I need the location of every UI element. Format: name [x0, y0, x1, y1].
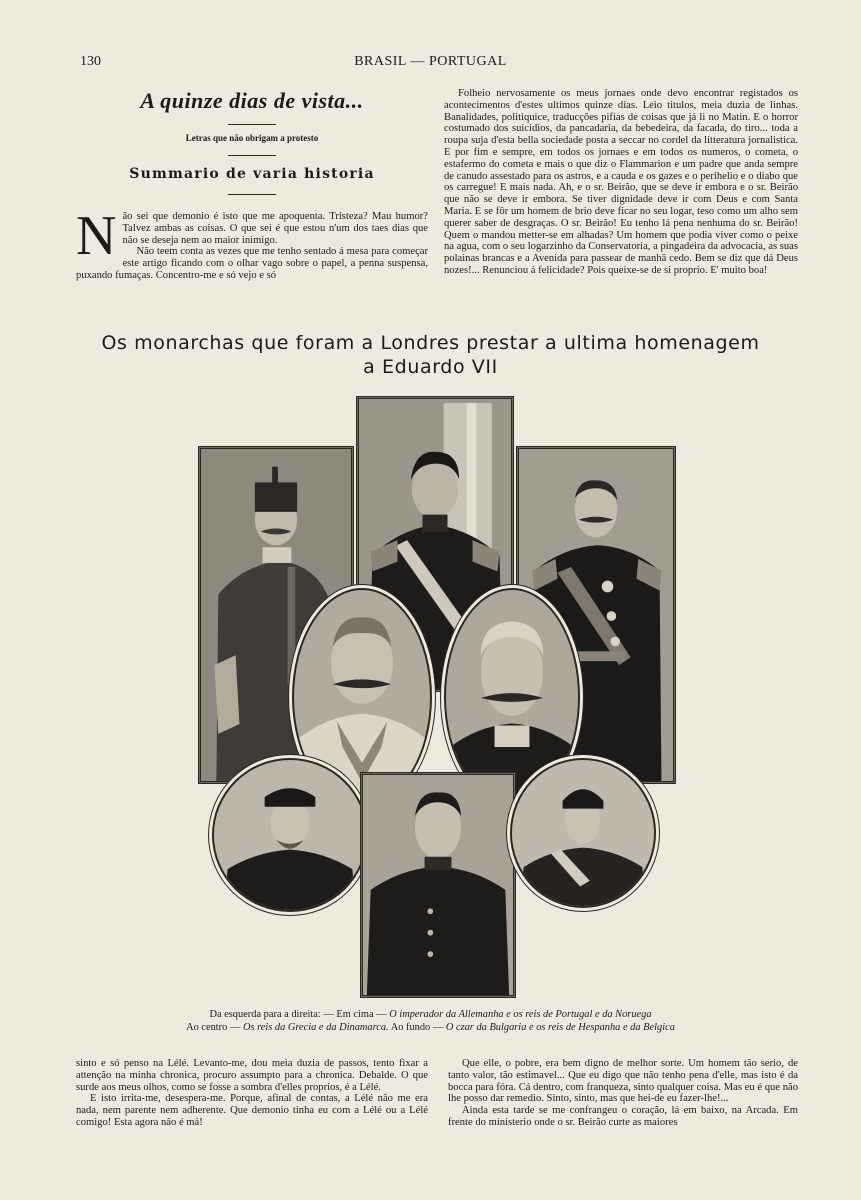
bottom-left-body	[76, 1058, 428, 1129]
headline-line-2: a Eduardo VII	[363, 356, 498, 378]
feature-headline	[0, 331, 861, 379]
bottom-left-column	[76, 1058, 428, 1129]
caption-italic: O imperador da Allemanha e os reis de Portugal e da Noruega	[389, 1009, 652, 1020]
paragraph: E isto irrita-me, desespera-me. Porque, afinal de contas, a Lélé não me era nada, nem parente nem adherente. Que demonio tinha eu com a Lélé ou a Lélé comigo! Esta agora não é má!	[76, 1093, 428, 1128]
photo-tsar-of-bulgaria	[212, 758, 368, 912]
caption-lead: Ao centro —	[186, 1022, 241, 1033]
paragraph: Que elle, o pobre, era bem digno de melhor sorte. Um homem tão serio, de tanto valor, tão estimavel... Que eu digo que não tenho pena d'elle, mas isto é da bocca para fóra. Cá dentro, com franqueza, sinto qualquer coisa. Mas eu é que não lhe posso dar remedio. Sinto, sinto, mas que hei-de eu fazer-lhe!...	[448, 1058, 798, 1105]
caption-italic: Os reis da Grecia e da Dinamarca.	[242, 1022, 389, 1033]
page-number: 130	[80, 54, 101, 69]
paragraph: Folheio nervosamente os meus jornaes onde devo encontrar registados os acontecimentos d'estes ultimos quinze dias. Leio titulos, meia duzia de linhas. Banalidades, politiquice, traducções pifias de coisas que já li no Matin. E o horror costumado dos suicidios, da pancadaria, da bebedeira, da facada, do tiro... toda a roupa suja d'esta bella sociedade posta a seccar no cordel da litteratura jornalistica. E por fim e sempre, em todos os jornaes e em todos os numeros, o cometa, o estafermo do cometa e mais o que diz o Flammarion e um padre que anda sempre de canudo assestado para os astros, e a cauda e os gazes e o perihelio e o diabo que os carregue! E mais nada. Ah, e o sr. Beirão, que se deve ir embora e o sr. Beirão que não se deve ir embora. Se tiver dignidade deve ir com Deus e com Santa Maria. E se fôr um homem de brio deve ficar no seu logar, teso como um alho sem querer saber de desgraças. O sr. Beirão! Eu tenho lá pena nenhuma do sr. Beirão! Quem o mandou metter-se em alhadas? Um homem que podia viver como o peixe na agua, com o seu logarzinho da Conservatoria, a pingadeira da advocacia, as suas polainas brancas e a Avenida para passear de manhã cedo. Bem se diz que dá Deus nozes!... Renunciou á felicidade? Pois queixe-se de si proprio. E' muito boa!	[444, 88, 798, 276]
article-body	[76, 205, 428, 282]
caption-line-2	[0, 1021, 861, 1034]
section-title: Summario de varia historia	[129, 166, 375, 182]
bottom-right-body	[448, 1058, 798, 1129]
divider-rule	[228, 155, 276, 156]
photo-caption	[0, 1008, 861, 1034]
right-column	[444, 88, 798, 277]
left-column	[76, 86, 428, 282]
paragraph: Não teem conta as vezes que me tenho sentado á mesa para começar este artigo ficando com o olhar vago sobre o papel, a penna suspensa, puxando fumaças. Concentro-me e só vejo e só	[76, 246, 428, 281]
caption-mid: Ao fundo —	[390, 1022, 444, 1033]
headline-line-1: Os monarchas que foram a Londres prestar a ultima homenagem	[101, 332, 760, 354]
bottom-right-column	[448, 1058, 798, 1129]
photo-king-of-spain	[360, 772, 516, 998]
divider-rule	[228, 124, 276, 125]
paragraph-text: ão sei que demonio é isto que me apoquenta. Tristeza? Mau humor? Talvez ambas as coisas. O que sei é que estou n'um dos taes dias que não se deseja nem ao maior inimigo.	[122, 211, 428, 246]
paragraph: Ainda esta tarde se me confrangeu o coração, lá em baixo, na Arcada. Em frente do ministerio onde o sr. Beirão curte as maiores	[448, 1105, 798, 1128]
article-title: A quinze dias de vista...	[140, 88, 364, 113]
caption-italic: O czar da Bulgaria e os reis de Hespanha e da Belgica	[445, 1022, 675, 1033]
drop-cap: N	[76, 205, 117, 267]
article-subtitle: Letras que não obrigam a protesto	[185, 133, 319, 143]
photo-king-of-belgium	[510, 758, 656, 908]
right-column-body	[444, 88, 798, 277]
running-title: BRASIL — PORTUGAL	[354, 54, 507, 69]
divider-rule	[228, 194, 276, 195]
caption-lead: Da esquerda para a direita: — Em cima —	[209, 1009, 387, 1020]
paragraph: sinto e só penso na Lélé. Levanto-me, dou meia duzia de passos, tento fixar a attenção na minha chronica, procuro assumpto para a chronica. Debalde. O que surde aos meus olhos, como se fosse a sombra d'elles proprios, é a Lélé.	[76, 1058, 428, 1093]
caption-line-1	[0, 1008, 861, 1021]
